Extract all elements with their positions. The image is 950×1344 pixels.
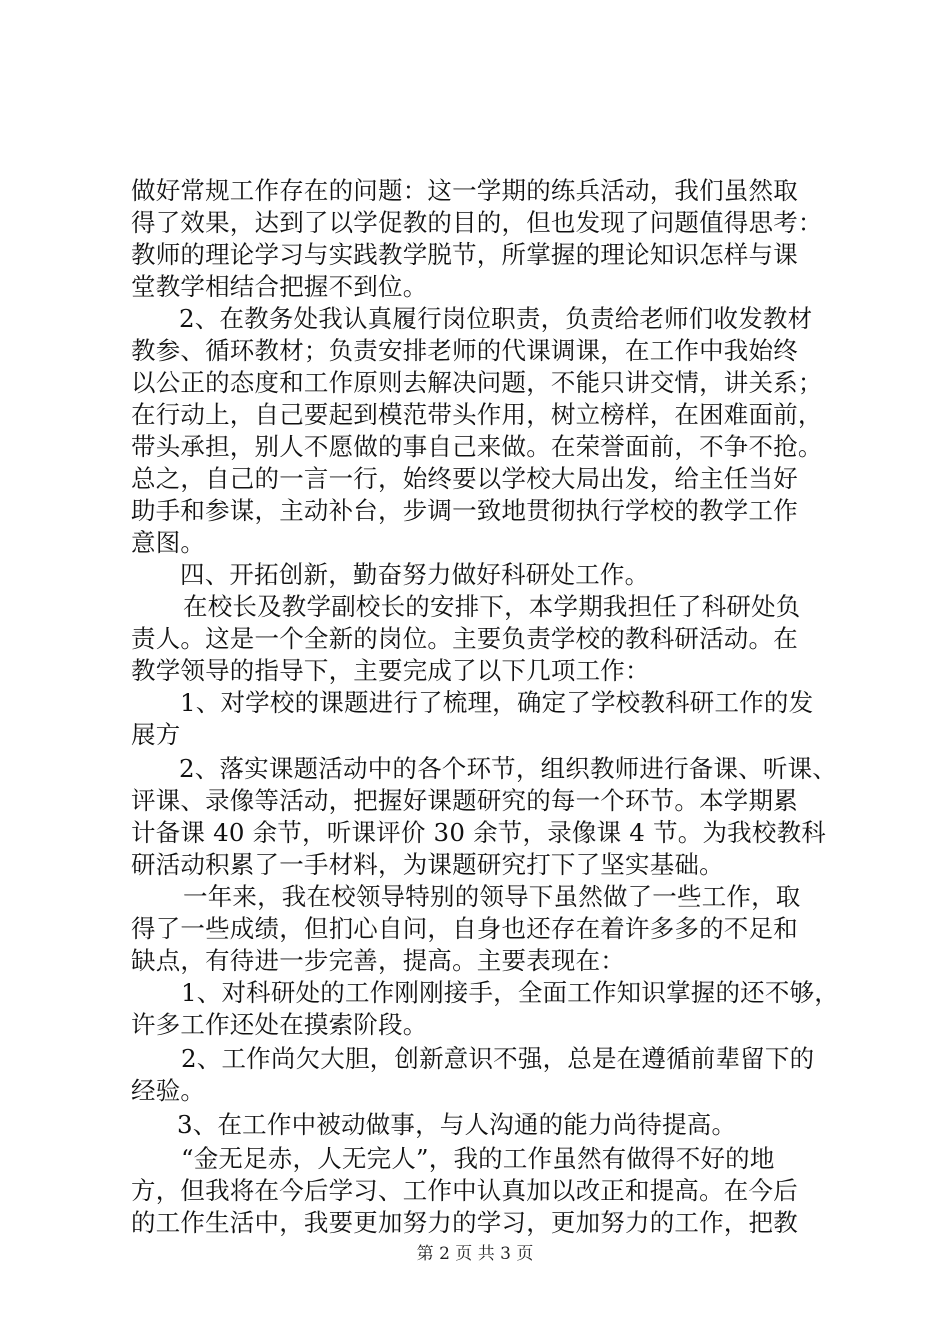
text-line: 在行动上，自己要起到模范带头作用，树立榜样，在困难面前， [131, 400, 823, 429]
text-line: 评课、录像等活动，把握好课题研究的每一个环节。本学期累 [131, 786, 798, 815]
section-heading: 四、开拓创新，勤奋努力做好科研处工作。 [180, 560, 650, 589]
text-line: 2、落实课题活动中的各个环节，组织教师进行备课、听课、 [179, 754, 837, 783]
text-line: 得了效果，达到了以学促教的目的，但也发现了问题值得思考： [131, 208, 823, 237]
text-line: 一年来，我在校领导特别的领导下虽然做了一些工作，取 [183, 882, 801, 911]
text-line: 带头承担，别人不愿做的事自己来做。在荣誉面前，不争不抢。 [131, 432, 823, 461]
text-line: 方，但我将在今后学习、工作中认真加以改正和提高。在今后 [131, 1176, 798, 1205]
text-line: 教参、循环教材；负责安排老师的代课调课，在工作中我始终 [131, 336, 798, 365]
text-line: “金无足赤，人无完人”，我的工作虽然有做得不好的地 [181, 1144, 775, 1173]
text-line: 意图。 [131, 528, 206, 557]
text-line: 助手和参谋，主动补台，步调一致地贯彻执行学校的教学工作 [131, 496, 798, 525]
text-line: 计备课 40 余节，听课评价 30 余节，录像课 4 节。为我校教科 [131, 818, 826, 847]
text-line: 许多工作还处在摸索阶段。 [131, 1010, 428, 1039]
text-line: 堂教学相结合把握不到位。 [131, 272, 428, 301]
text-line: 得了一些成绩，但扪心自问，自身也还存在着许多多的不足和 [131, 914, 798, 943]
text-line: 1、对学校的课题进行了梳理，确定了学校教科研工作的发 [180, 688, 814, 717]
text-line: 总之，自己的一言一行，始终要以学校大局出发，给主任当好 [131, 464, 798, 493]
text-line: 3、在工作中被动做事，与人沟通的能力尚待提高。 [177, 1110, 737, 1139]
text-line: 经验。 [131, 1076, 206, 1105]
text-line: 以公正的态度和工作原则去解决问题，不能只讲交情，讲关系； [131, 368, 823, 397]
text-line: 2、在教务处我认真履行岗位职责，负责给老师们收发教材 [179, 304, 813, 333]
text-line: 的工作生活中，我要更加努力的学习，更加努力的工作，把教 [131, 1208, 798, 1237]
text-line: 教师的理论学习与实践教学脱节，所掌握的理论知识怎样与课 [131, 240, 798, 269]
text-line: 做好常规工作存在的问题：这一学期的练兵活动，我们虽然取 [131, 176, 798, 205]
text-line: 缺点，有待进一步完善，提高。主要表现在： [131, 946, 625, 975]
text-line: 展方 [131, 720, 181, 749]
text-line: 教学领导的指导下，主要完成了以下几项工作： [131, 656, 650, 685]
page-number-footer: 第 2 页 共 3 页 [416, 1244, 534, 1264]
text-line: 1、对科研处的工作刚刚接手，全面工作知识掌握的还不够， [181, 978, 839, 1007]
text-line: 研活动积累了一手材料，为课题研究打下了坚实基础。 [131, 850, 724, 879]
text-line: 责人。这是一个全新的岗位。主要负责学校的教科研活动。在 [131, 624, 798, 653]
text-line: 在校长及教学副校长的安排下，本学期我担任了科研处负 [183, 592, 801, 621]
text-line: 2、工作尚欠大胆，创新意识不强，总是在遵循前辈留下的 [181, 1044, 815, 1073]
